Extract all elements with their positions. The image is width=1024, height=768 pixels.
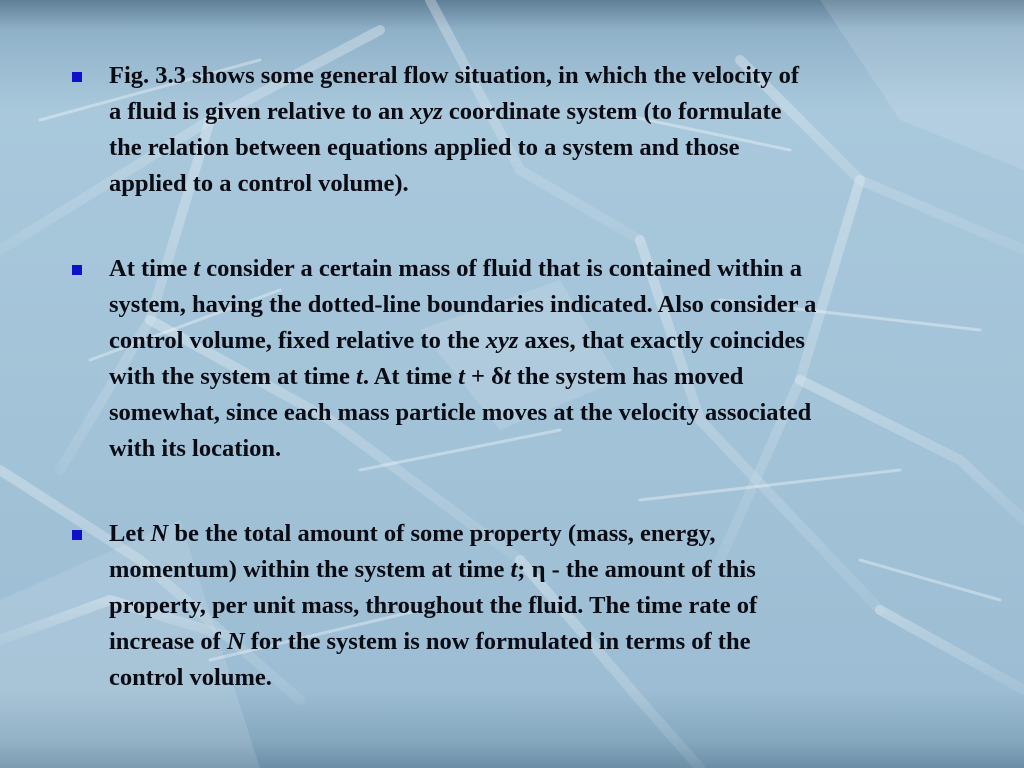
text-line: with the system at time t. At time t + δt the system has moved — [109, 363, 744, 390]
text-line: control volume, fixed relative to the xyz axes, that exactly coincides — [109, 327, 805, 354]
bullet-marker-3 — [72, 530, 82, 540]
bullet-paragraph-1 — [109, 58, 989, 202]
text-line: increase of N for the system is now formulated in terms of the — [109, 628, 751, 655]
italic-symbol: t — [458, 363, 465, 390]
text-line: control volume. — [109, 664, 272, 691]
italic-symbol: N — [226, 628, 245, 655]
bullet-marker-1 — [72, 72, 82, 82]
text-line: Let N be the total amount of some property (mass, energy, — [109, 520, 716, 547]
text-line: At time t consider a certain mass of fluid that is contained within a — [109, 255, 803, 282]
bullet-marker-2 — [72, 265, 82, 275]
text-line: somewhat, since each mass particle moves at the velocity associated — [109, 399, 812, 426]
text-line: system, having the dotted-line boundaries indicated. Also consider a — [109, 291, 817, 318]
text-line: the relation between equations applied to a system and those — [109, 134, 740, 161]
italic-symbol: xyz — [410, 98, 443, 125]
italic-symbol: N — [150, 520, 169, 547]
text-line: a fluid is given relative to an xyz coordinate system (to formulate — [109, 98, 782, 125]
italic-symbol: t — [193, 255, 201, 282]
text-line: Fig. 3.3 shows some general flow situation, in which the velocity of — [109, 62, 800, 89]
italic-symbol: xyz — [485, 327, 519, 354]
italic-symbol: t — [503, 363, 511, 390]
bullet-paragraph-3 — [109, 516, 989, 696]
italic-symbol: t — [356, 363, 363, 390]
text-line: property, per unit mass, throughout the fluid. The time rate of — [109, 592, 758, 619]
text-line: applied to a control volume). — [109, 170, 409, 197]
italic-symbol: t — [510, 556, 518, 583]
text-line: with its location. — [109, 435, 282, 462]
bullet-paragraph-2 — [109, 251, 989, 467]
text-line: momentum) within the system at time t; η - the amount of this — [109, 556, 756, 583]
